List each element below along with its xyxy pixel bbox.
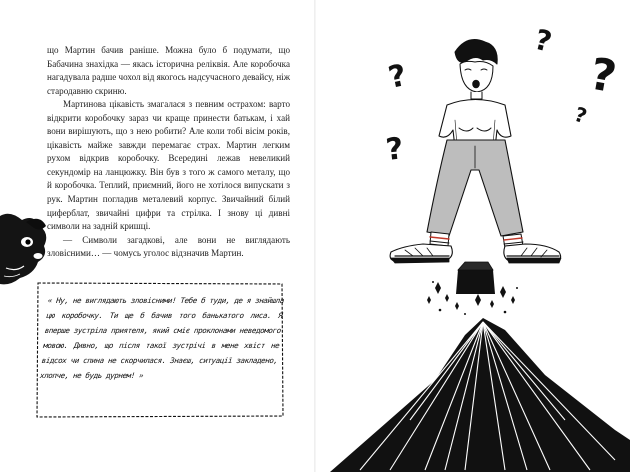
right-page: [315, 0, 630, 472]
open-box: [456, 262, 495, 294]
boy-illustration: [315, 0, 630, 472]
question-mark-2: ?: [586, 48, 621, 104]
paragraph-2: Мартинова цікавість змагалася з певним острахом: варто відкрити коробочку зараз чи краще принести батькам, і хай вони вирішують, що з нею робити? Але коли тобі вісім років, цікавість майже завжди перемагає страх. Мартин легким рухом відкрив коробочку. Всередині лежав невеликий секундомір на ланцюжку. Він був з того ж самого металу, що й коробочка. Теплий, приємний, його не хотілося випускати з рук. Мартин погладив металевий корпус. Звичайний білий циферблат, звичайні цифри та стрілка. І знову ці дивні символи на задній кришці.: [47, 99, 290, 232]
paragraph-3: — Символи загадкові, але вони не виглядають зловісними… — чомусь уголос відзначив Мартин.: [47, 234, 290, 259]
question-mark-3: ?: [385, 57, 410, 96]
paragraph-1: що Мартин бачив раніше. Можна було б подумати, що Бабачина знахідка — якась історична реліквія. Але коробочка нагадувала радше чохол від якогось надсучасного девайсу, ніж стародавню скриню.: [47, 45, 290, 96]
boy-figure: [390, 40, 561, 263]
question-mark-1: ?: [531, 22, 556, 59]
body-text: [47, 44, 290, 261]
dog-illustration: [0, 212, 52, 288]
question-mark-5: ?: [384, 131, 406, 168]
handwritten-note-box: [34, 280, 286, 420]
light-burst: [330, 318, 630, 472]
handwritten-note-text: « Ну, не виглядають зловісними! Тебе б туди, де я знайшла цю коробочку. Ти ще б бачив того банькатого лиса. Я вперше зустріла приятеля, який сміє проклонами неведомого мовою. Дивно, що після такої зустрічі в мене хвіст не відсох чи спина не скорчилася. Знаєш, ситуації закладено, хлопче, не будь дурнем! »: [39, 296, 285, 380]
question-mark-4: ?: [571, 101, 590, 129]
